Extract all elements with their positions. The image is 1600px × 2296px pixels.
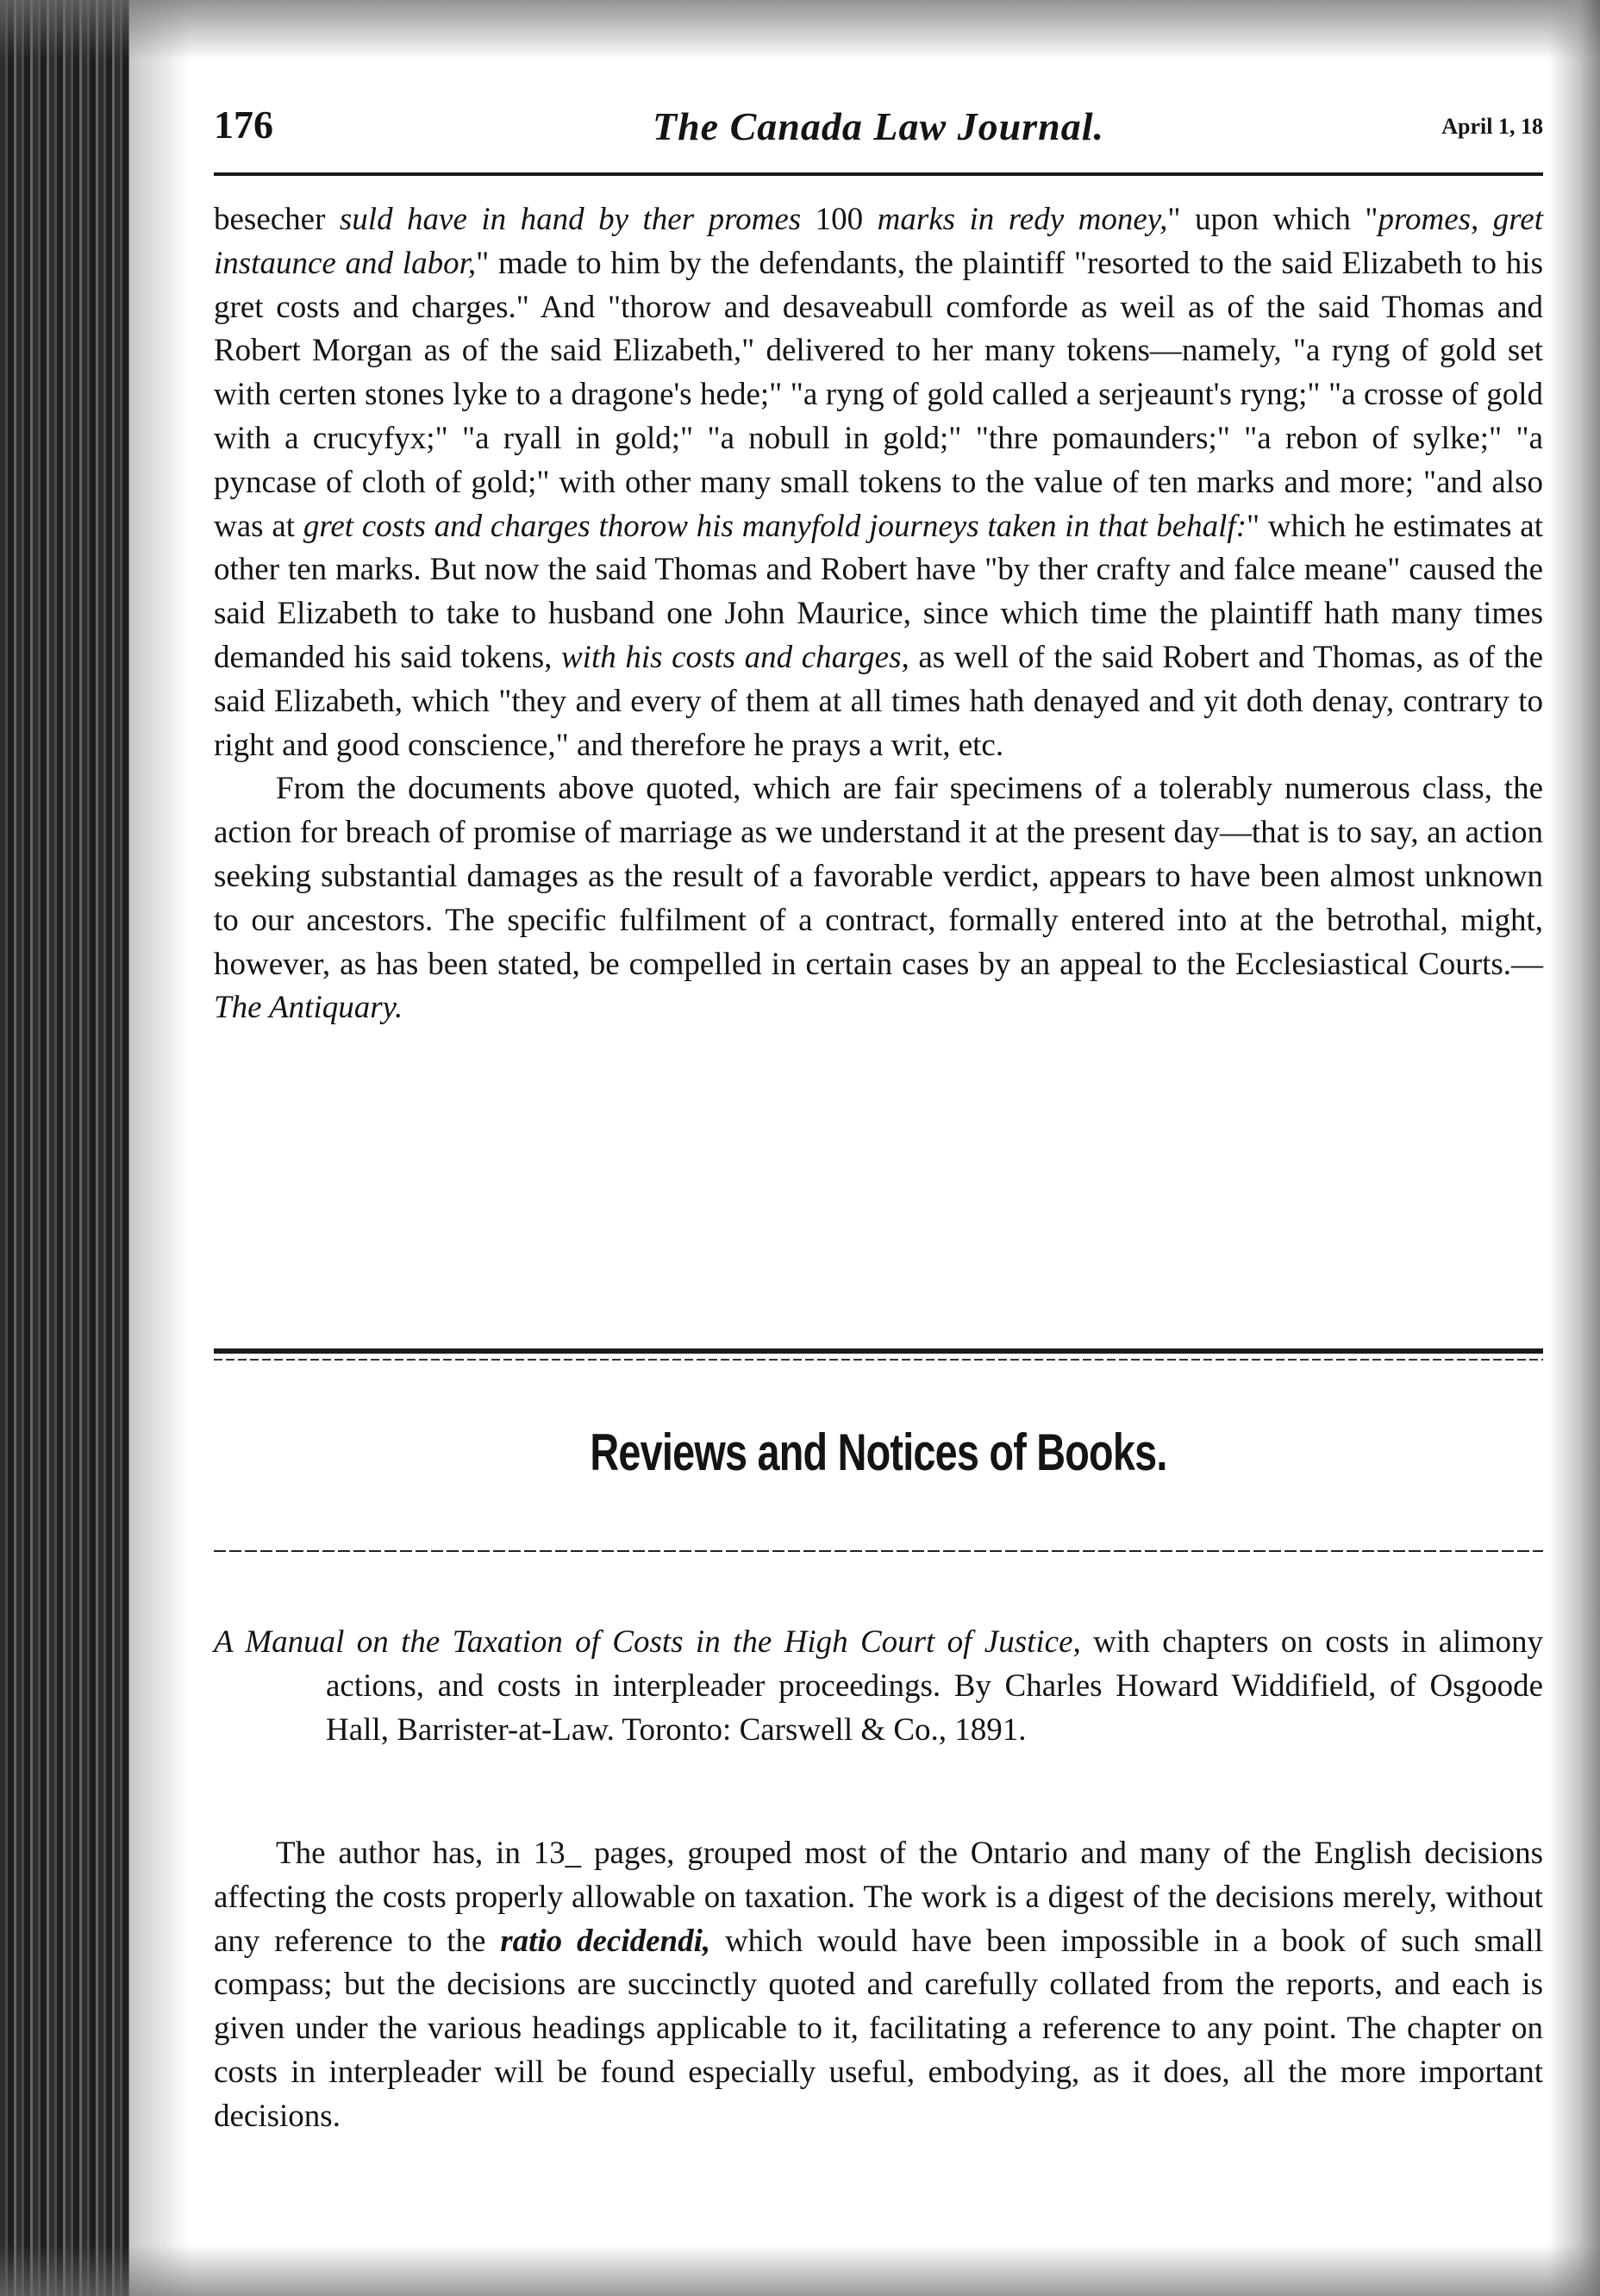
- page-number: 176: [214, 103, 273, 147]
- text-run: 100: [801, 202, 878, 237]
- italic-run: gret costs and charges thorow his manyfold journeys taken in that behalf:: [303, 508, 1247, 544]
- page-edge-shadow-right: [1548, 0, 1600, 2296]
- italic-run: suld have in hand by ther promes: [339, 202, 802, 237]
- page-edge-shadow-top: [0, 0, 1600, 60]
- italic-run: with his costs and charges,: [561, 639, 909, 675]
- text-run: The author has, in 13_ pages, grouped most of the Ontario and many of the English decisions affecting the costs properly allowable on taxation. The work is a digest of the decisions merely, without any reference to the: [214, 1836, 1543, 1959]
- text-run: From the documents above quoted, which are fair specimens of a tolerably numerous class, the action for breach of promise of marriage as we understand it at the present day—that is to say, an action seeking substantial damages as the result of a favorable verdict, appears to have been almost unknown to our ancestors. The specific fulfilment of a contract, formally entered into at the betrothal, might, however, as has been stated, be compelled in certain cases by an appeal to the Ecclesiastical Courts.—: [214, 771, 1543, 982]
- text-run: " made to him by the defendants, the plaintiff "resorted to the said Elizabeth to his gret costs and charges." And "thorow and desaveabull comforde as weil as of the said Thomas and Robert Morgan as of the said Elizabeth," delivered to her many tokens—namely, "a ryng of gold set with certen stones lyke to a dragone's hede;" "a ryng of gold called a serjeaunt's ryng;" "a crosse of gold with a crucyfyx;" "a ryall in gold;" "a nobull in gold;" "thre pomaunders;" "a rebon of sylke;" "a pyncase of cloth of gold;" with other many small tokens to the value of ten marks and more; "and also was at: [214, 245, 1543, 544]
- text-run: " upon which ": [1167, 202, 1378, 237]
- divider-thick-line: [214, 1348, 1543, 1354]
- review-paragraph: [214, 1832, 1543, 2139]
- section-heading-rule: [214, 1550, 1543, 1552]
- divider-thin-line: [214, 1359, 1543, 1361]
- book-details: with chapters on costs in alimony actions, and costs in interpleader proceedings. By Charles Howard Widdifield, of Osgoode Hall, Barrister-at-Law. Toronto: Carswell & Co., 1891.: [326, 1624, 1543, 1748]
- text-run: besecher: [214, 202, 340, 237]
- text-run: as well of the said Robert and Thomas, as of the said Elizabeth, which "they and every of them at all times hath denayed and yit doth denay, contrary to right and good conscience," and therefore he prays a writ, etc.: [214, 639, 1544, 763]
- article-body: [214, 198, 1543, 1030]
- page-edge-shadow-bottom: [0, 2244, 1600, 2296]
- header-date: April 1, 18: [1441, 114, 1543, 139]
- section-divider: [214, 1348, 1543, 1366]
- article-source: The Antiquary.: [214, 990, 403, 1026]
- article-paragraph-2: [214, 767, 1543, 1030]
- italic-run: ratio decidendi,: [500, 1923, 711, 1959]
- article-paragraph-1: [214, 198, 1543, 767]
- journal-title: The Canada Law Journal.: [653, 104, 1104, 148]
- running-head: [214, 102, 1543, 162]
- book-citation: [214, 1621, 1543, 1752]
- text-run: " which he estimates at other ten marks. But now the said Thomas and Robert have "by ther crafty and falce meane" caused the said Elizabeth to take to husband one John Maurice, since which time the plaintiff hath many times demanded his said tokens,: [214, 508, 1543, 675]
- text-run: which would have been impossible in a book of such small compass; but the decisions are succinctly quoted and carefully collated from the reports, and each is given under the various headings applicable to it, facilitating a reference to any point. The chapter on costs in interpleader will be found especially useful, embodying, as it does, all the more important decisions.: [214, 1923, 1543, 2134]
- section-heading: Reviews and Notices of Books.: [590, 1423, 1167, 1481]
- header-rule: [214, 172, 1543, 176]
- book-title: A Manual on the Taxation of Costs in the High Court of Justice,: [214, 1624, 1081, 1660]
- page-edge-shadow-left: [0, 0, 129, 2296]
- italic-run: promes, gret instaunce and labor,: [214, 202, 1543, 281]
- italic-run: marks in redy money,: [877, 202, 1168, 237]
